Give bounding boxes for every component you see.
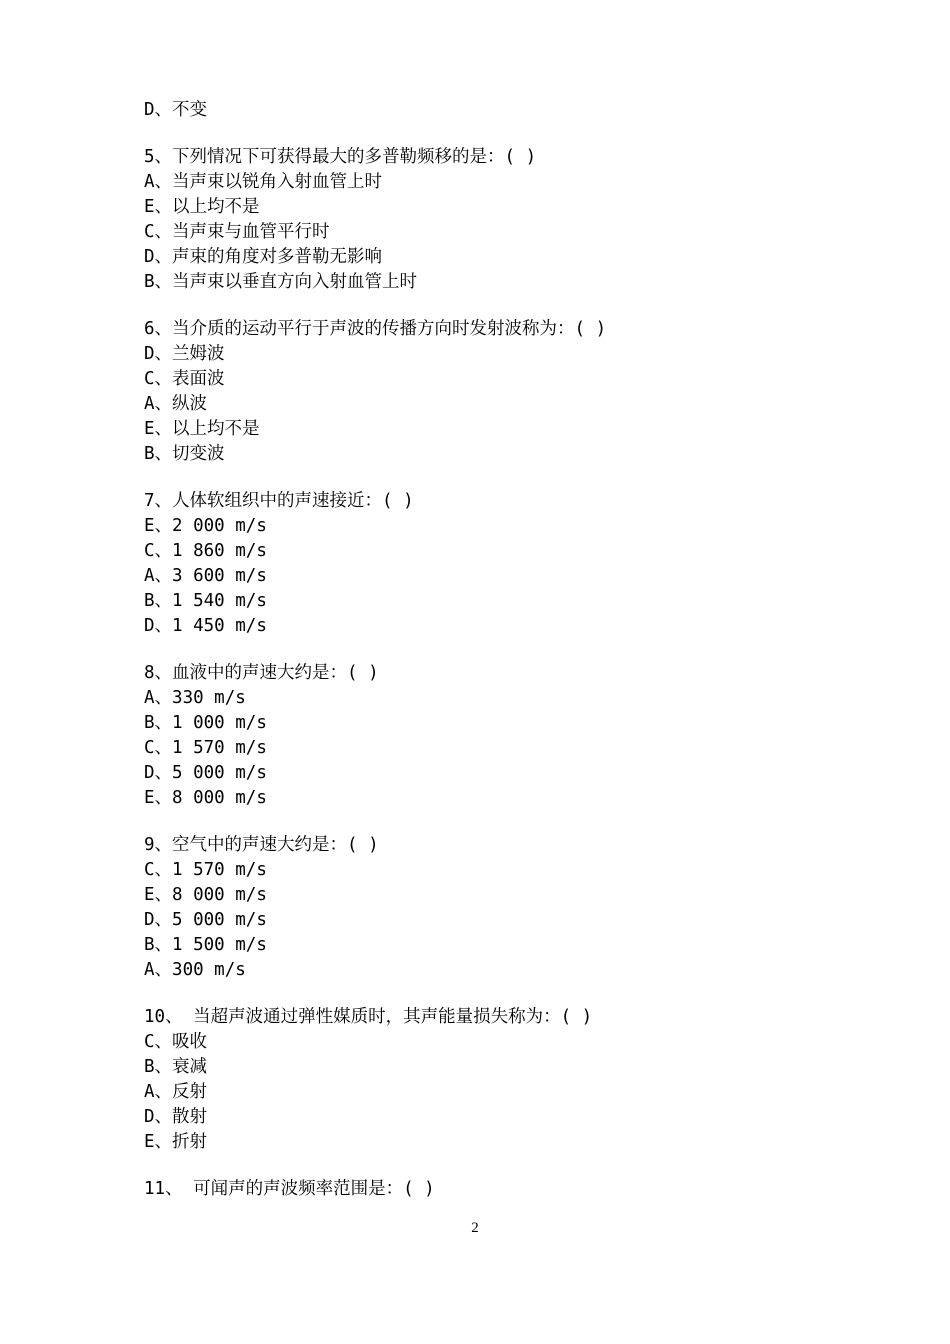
question-stem: 8、血液中的声速大约是：( ) bbox=[144, 663, 379, 683]
option: E、折射 bbox=[144, 1132, 208, 1152]
question-8 bbox=[144, 661, 844, 811]
question-stem: 11、 可闻声的声波频率范围是：( ) bbox=[144, 1179, 435, 1199]
option: A、3 600 m/s bbox=[144, 566, 267, 586]
leading-option: D、不变 bbox=[144, 100, 208, 120]
question-stem: 5、下列情况下可获得最大的多普勒频移的是：( ) bbox=[144, 147, 537, 167]
option: E、8 000 m/s bbox=[144, 885, 267, 905]
option: B、当声束以垂直方向入射血管上时 bbox=[144, 272, 418, 292]
option: C、1 570 m/s bbox=[144, 738, 267, 758]
question-9 bbox=[144, 833, 844, 983]
option: E、以上均不是 bbox=[144, 419, 260, 439]
question-list bbox=[144, 98, 844, 1202]
option: C、当声束与血管平行时 bbox=[144, 222, 330, 242]
question-11 bbox=[144, 1177, 844, 1202]
question-5 bbox=[144, 145, 844, 295]
option: D、5 000 m/s bbox=[144, 763, 267, 783]
option: B、衰减 bbox=[144, 1057, 208, 1077]
spacer bbox=[144, 123, 844, 145]
option: D、声束的角度对多普勒无影响 bbox=[144, 247, 383, 267]
option: C、吸收 bbox=[144, 1032, 208, 1052]
option: A、纵波 bbox=[144, 394, 208, 414]
option: B、1 540 m/s bbox=[144, 591, 267, 611]
spacer bbox=[144, 295, 844, 317]
option: C、表面波 bbox=[144, 369, 225, 389]
option: A、300 m/s bbox=[144, 960, 246, 980]
spacer bbox=[144, 983, 844, 1005]
option: C、1 570 m/s bbox=[144, 860, 267, 880]
question-10 bbox=[144, 1005, 844, 1155]
option: D、散射 bbox=[144, 1107, 208, 1127]
page-number: 2 bbox=[471, 1220, 479, 1236]
option: E、以上均不是 bbox=[144, 197, 260, 217]
option: B、1 500 m/s bbox=[144, 935, 267, 955]
option: C、1 860 m/s bbox=[144, 541, 267, 561]
spacer bbox=[144, 467, 844, 489]
option: D、1 450 m/s bbox=[144, 616, 267, 636]
spacer bbox=[144, 1155, 844, 1177]
question-stem: 10、 当超声波通过弹性媒质时，其声能量损失称为：( ) bbox=[144, 1007, 593, 1027]
option: E、8 000 m/s bbox=[144, 788, 267, 808]
question-stem: 9、空气中的声速大约是：( ) bbox=[144, 835, 379, 855]
question-stem: 6、当介质的运动平行于声波的传播方向时发射波称为：( ) bbox=[144, 319, 607, 339]
option: A、330 m/s bbox=[144, 688, 246, 708]
question-stem: 7、人体软组织中的声速接近：( ) bbox=[144, 491, 414, 511]
option: E、2 000 m/s bbox=[144, 516, 267, 536]
question-7 bbox=[144, 489, 844, 639]
option: D、5 000 m/s bbox=[144, 910, 267, 930]
option: A、当声束以锐角入射血管上时 bbox=[144, 172, 383, 192]
question-6 bbox=[144, 317, 844, 467]
spacer bbox=[144, 639, 844, 661]
option: B、切变波 bbox=[144, 444, 225, 464]
option: A、反射 bbox=[144, 1082, 208, 1102]
spacer bbox=[144, 811, 844, 833]
option: B、1 000 m/s bbox=[144, 713, 267, 733]
option: D、兰姆波 bbox=[144, 344, 225, 364]
